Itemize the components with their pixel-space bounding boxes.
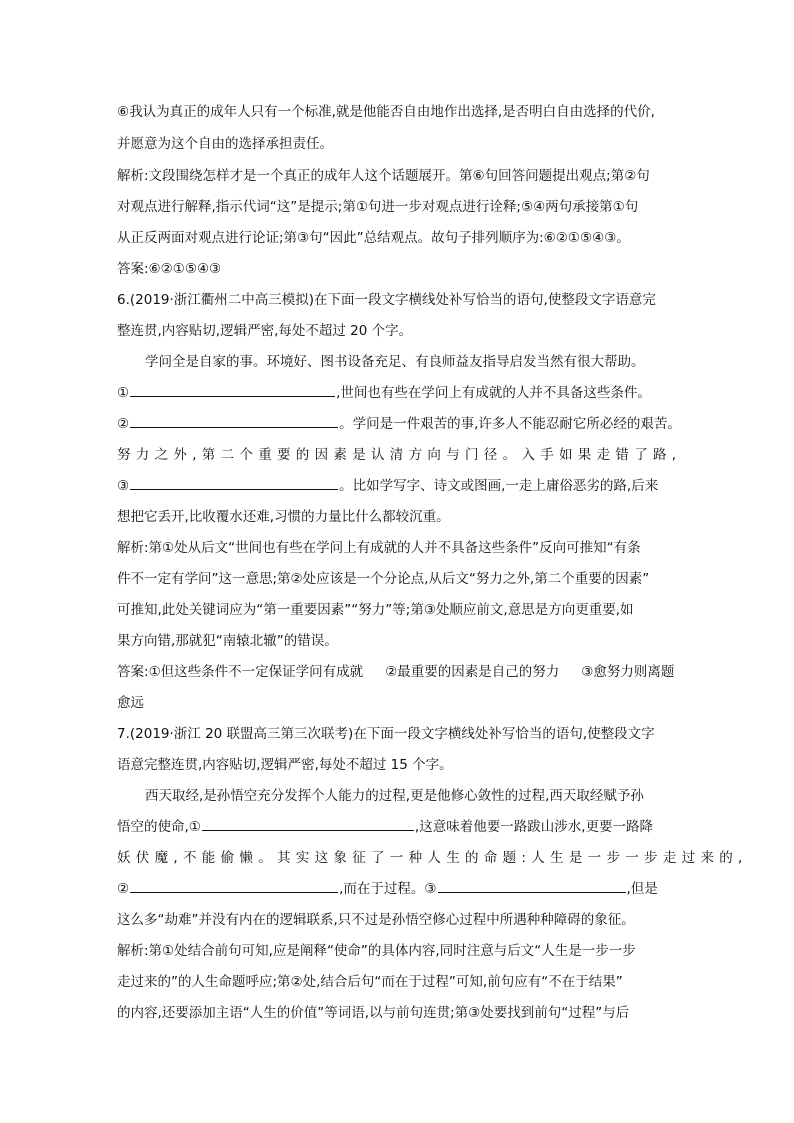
answer-blank-2[interactable]	[130, 413, 338, 428]
answer-3: ③愈努力则离题	[581, 664, 675, 680]
text: 整连贯,内容贴切,逻辑严密,每处不超过 20 个字。	[117, 323, 413, 339]
q7-blank-2-3-line	[117, 874, 682, 904]
q7-analysis	[117, 936, 682, 966]
q6-analysis	[117, 533, 682, 563]
text: 对观点进行解释,指示代词“这”是提示;第①句进一步对观点进行诠释;⑤④两句承接第①句	[117, 199, 639, 215]
text: 并愿意为这个自由的选择承担责任。	[117, 136, 333, 152]
answer-blank-3[interactable]	[438, 878, 626, 893]
q7-passage-1	[145, 781, 682, 811]
q6-blank-2-line	[117, 409, 682, 439]
answer-label: 答案:	[117, 664, 149, 680]
text: 西天取经,是孙悟空充分发挥个人能力的过程,更是他修心敛性的过程,西天取经赋予孙	[145, 788, 644, 804]
q7-analysis-2	[117, 967, 682, 997]
text: 想把它丢开,比收覆水还难,习惯的力量比什么都较沉重。	[117, 509, 450, 525]
q5-analysis	[117, 161, 682, 191]
blank-number: ①	[117, 385, 130, 401]
blank-number: ②	[117, 881, 130, 897]
q6-analysis-4	[117, 626, 682, 656]
answer-blank-1[interactable]	[202, 816, 414, 831]
text: 学问全是自家的事。环境好、图书设备充足、有良师益友指导启发当然有很大帮助。	[145, 354, 645, 370]
text: 从正反两面对观点进行论证;第③句“因此”总结观点。故句子排列顺序为:⑥②①⑤④③。	[117, 230, 630, 246]
text: 可推知,此处关键词应为“第一重要因素”“努力”等;第③处顺应前文,意思是方向更重要,如	[117, 602, 634, 618]
q7-stem-2	[117, 750, 682, 780]
q7-passage-3	[117, 843, 748, 873]
q5-answer	[117, 254, 682, 284]
answer-2: ②最重要的因素是自己的努力	[385, 664, 560, 680]
q7-blank-1-line	[117, 812, 682, 842]
text: ,而在于过程。③	[339, 881, 437, 897]
text: 6.(2019·浙江衢州二中高三模拟)在下面一段文字横线处补写恰当的语句,使整段文字语意完	[117, 292, 656, 308]
text: 7.(2019·浙江 20 联盟高三第三次联考)在下面一段文字横线处补写恰当的语句,使整段文字	[117, 726, 655, 742]
q6-analysis-2	[117, 564, 682, 594]
text: 果方向错,那就犯“南辕北辙”的错误。	[117, 633, 338, 649]
q5-analysis-3	[117, 223, 682, 253]
q6-analysis-3	[117, 595, 682, 625]
q6-stem-2	[117, 316, 682, 346]
text: 走过来的”的人生命题呼应;第②处,结合后句“而在于过程”可知,前句应有“不在于结果”	[117, 974, 623, 990]
text: 解析:第①处从后文“世间也有些在学问上有成就的人并不具备这些条件”反向可推知“有条	[117, 540, 641, 556]
q6-passage-4	[117, 440, 682, 470]
q7-analysis-3	[117, 998, 682, 1028]
q7-stem	[117, 719, 682, 749]
text: 解析:第①处结合前句可知,应是阐释“使命”的具体内容,同时注意与后文“人生是一步一步	[117, 943, 636, 959]
text: ,这意味着他要一路跋山涉水,更要一路降	[414, 819, 653, 835]
text: ⑥我认为真正的成年人只有一个标准,就是他能否自由地作出选择,是否明白自由选择的代价,	[117, 104, 655, 120]
q6-passage-6	[117, 502, 682, 532]
q7-passage-5	[117, 905, 682, 935]
answer-3-cont: 愈远	[117, 695, 144, 711]
answer-blank-1[interactable]	[130, 382, 335, 397]
q6-passage-1	[145, 347, 682, 377]
text: 解析:文段围绕怎样才是一个真正的成年人这个话题展开。第⑥句回答问题提出观点;第②句	[117, 168, 650, 184]
q6-blank-3-line	[117, 471, 682, 501]
text: 的内容,还要添加主语“人生的价值”等词语,以与前句连贯;第③处要找到前句“过程”与后	[117, 1005, 630, 1021]
q6-answer-cont	[117, 688, 682, 718]
text: 件不一定有学问”这一意思;第②处应该是一个分论点,从后文“努力之外,第二个重要的因素”	[117, 571, 650, 587]
text: 。比如学写字、诗文或图画,一走上庸俗恶劣的路,后来	[339, 478, 659, 494]
text: 答案:⑥②①⑤④③	[117, 261, 222, 277]
answer-1: ①但这些条件不一定保证学问有成就	[148, 664, 364, 680]
text: ,世间也有些在学问上有成就的人并不具备这些条件。	[336, 385, 651, 401]
q6-blank-1-line	[117, 378, 682, 408]
q6-stem	[117, 285, 682, 315]
blank-number: ③	[117, 478, 130, 494]
text: 努力之外,第二个重要的因素是认清方向与门径。入手如果走错了路,	[117, 447, 682, 463]
q5-sentence-6-cont	[117, 129, 682, 159]
text: 语意完整连贯,内容贴切,逻辑严密,每处不超过 15 个字。	[117, 757, 453, 773]
blank-number: ②	[117, 416, 130, 432]
text: 妖伏魔,不能偷懒。其实这象征了一种人生的命题:人生是一步一步走过来的,	[117, 850, 748, 866]
q5-analysis-2	[117, 192, 682, 222]
text: 悟空的使命,①	[117, 819, 201, 835]
text: 这么多“劫难”并没有内在的逻辑联系,只不过是孙悟空修心过程中所遇种种障碍的象征。	[117, 912, 635, 928]
q5-sentence-6	[117, 97, 682, 127]
text: 。学问是一件艰苦的事,许多人不能忍耐它所必经的艰苦。	[339, 416, 681, 432]
q6-answer	[117, 657, 682, 687]
text: ,但是	[626, 881, 658, 897]
answer-blank-3[interactable]	[130, 475, 338, 490]
answer-blank-2[interactable]	[130, 878, 338, 893]
